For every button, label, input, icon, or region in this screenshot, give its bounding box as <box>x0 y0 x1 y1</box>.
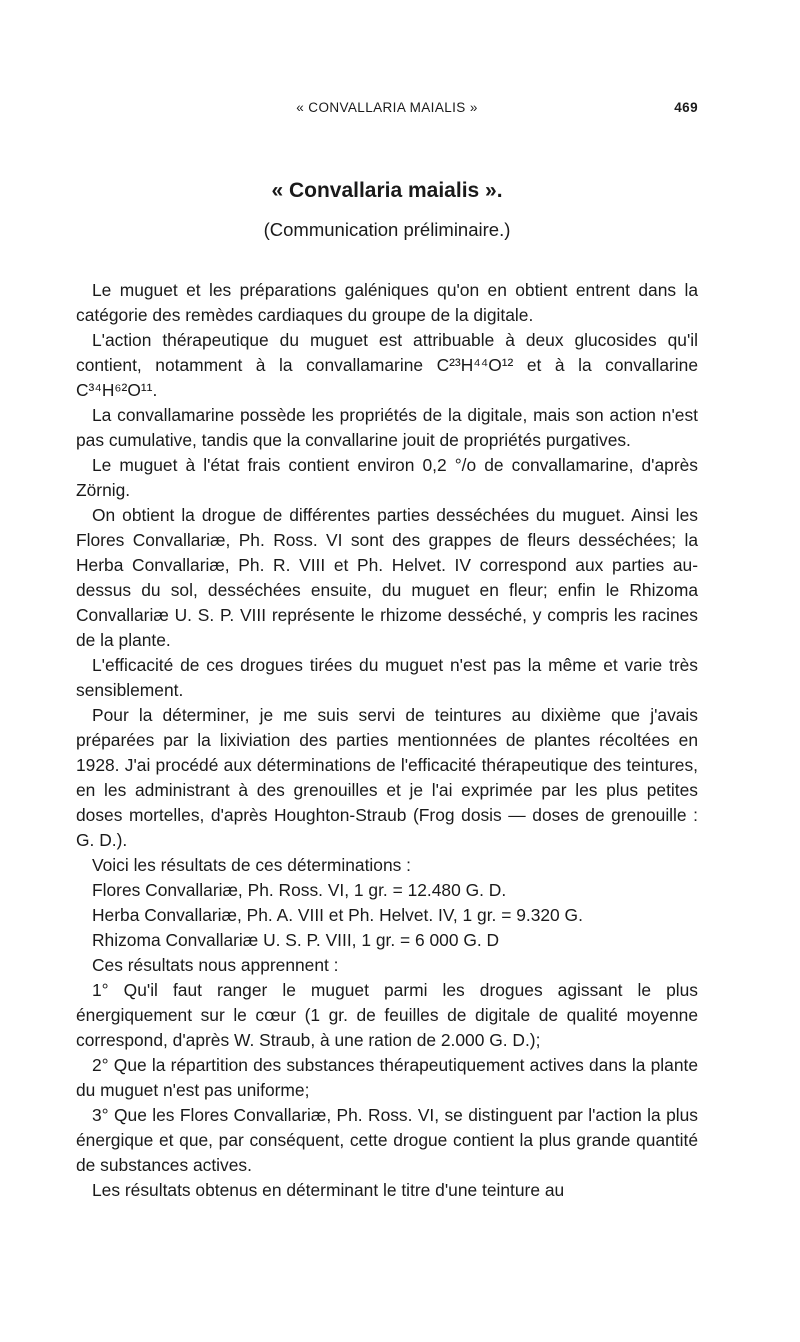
conclusion-item: 2° Que la répartition des substances thérapeutiquement actives dans la plante du muguet n'est pas uniforme; <box>76 1055 698 1100</box>
running-header <box>76 100 698 124</box>
journal-page <box>76 100 698 1203</box>
page-number: 469 <box>674 100 698 115</box>
paragraph: Le muguet et les préparations galéniques qu'on en obtient entrent dans la catégorie des remèdes cardiaques du groupe de la digitale. <box>76 280 698 325</box>
result-line: Herba Convallariæ, Ph. A. VIII et Ph. Helvet. IV, 1 gr. = 9.320 G. <box>92 905 583 925</box>
article-body <box>76 278 698 1203</box>
result-line: Rhizoma Convallariæ U. S. P. VIII, 1 gr. = 6 000 G. D <box>92 930 500 950</box>
paragraph: Voici les résultats de ces déterminations : <box>92 855 411 875</box>
result-line: Flores Convallariæ, Ph. Ross. VI, 1 gr. = 12.480 G. D. <box>92 880 507 900</box>
conclusion-item: 1° Qu'il faut ranger le muguet parmi les drogues agissant le plus énergiquement sur le cœur (1 gr. de feuilles de digitale de qualité moyenne correspond, d'après W. Straub, à une ration de 2.000 G. D.); <box>76 980 698 1050</box>
paragraph: Pour la déterminer, je me suis servi de teintures au dixième que j'avais préparées par la lixiviation des parties mentionnées de plantes récoltées en 1928. J'ai procédé aux déterminations de l'efficacité thérapeutique des teintures, en les administrant à des grenouilles et je l'ai exprimée par les plus petites doses mortelles, d'après Houghton-Straub (Frog dosis — doses de grenouille : G. D.). <box>76 705 698 850</box>
paragraph: Les résultats obtenus en déterminant le titre d'une teinture au <box>92 1180 565 1200</box>
paragraph: L'efficacité de ces drogues tirées du muguet n'est pas la même et varie très sensiblement. <box>76 655 698 700</box>
paragraph: Le muguet à l'état frais contient environ 0,2 °/o de convallamarine, d'après Zörnig. <box>76 455 698 500</box>
paragraph: Ces résultats nous apprennent : <box>92 955 339 975</box>
article-title: « Convallaria maialis ». <box>271 179 503 202</box>
article-subtitle: (Communication préliminaire.) <box>263 219 511 240</box>
conclusion-item: 3° Que les Flores Convallariæ, Ph. Ross. VI, se distinguent par l'action la plus énergique et que, par conséquent, cette drogue contient la plus grande quantité de substances actives. <box>76 1105 698 1175</box>
paragraph: L'action thérapeutique du muguet est attribuable à deux glucosides qu'il contient, notamment à la convallamarine C²³H⁴⁴O¹² et à la convallarine C³⁴H⁶²O¹¹. <box>76 330 698 400</box>
running-title: « CONVALLARIA MAIALIS » <box>296 100 478 115</box>
paragraph: On obtient la drogue de différentes parties desséchées du muguet. Ainsi les Flores Convallariæ, Ph. Ross. VI sont des grappes de fleurs desséchées; la Herba Convallariæ, Ph. R. VIII et Ph. Helvet. IV correspond aux parties au-dessus du sol, desséchées ensuite, du muguet en fleur; enfin le Rhizoma Convallariæ U. S. P. VIII représente le rhizome desséché, y compris les racines de la plante. <box>76 505 698 650</box>
paragraph: La convallamarine possède les propriétés de la digitale, mais son action n'est pas cumulative, tandis que la convallarine jouit de propriétés purgatives. <box>76 405 698 450</box>
